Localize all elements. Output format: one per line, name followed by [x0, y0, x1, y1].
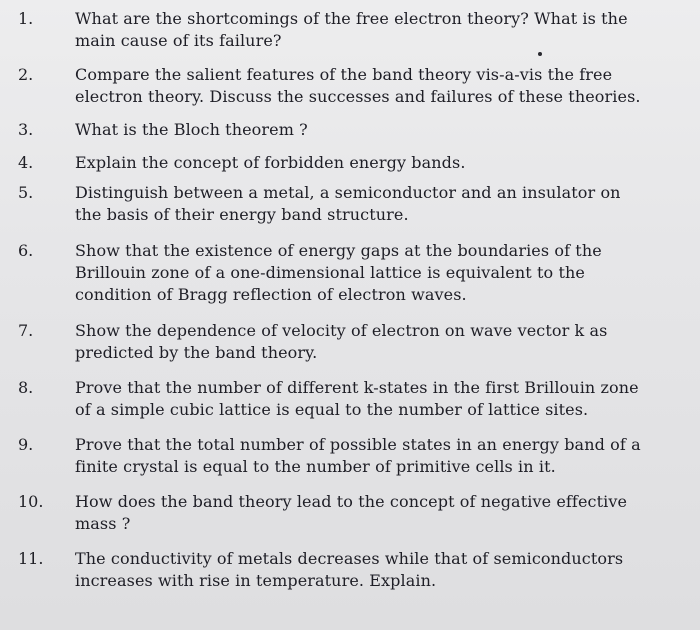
- question-1: [0, 8, 700, 52]
- question-number: 4.: [18, 153, 34, 172]
- question-text: How does the band theory lead to the concept of negative effective mass ?: [75, 492, 628, 533]
- question-number: 2.: [18, 65, 34, 84]
- ink-speck: [538, 52, 542, 56]
- question-number: 9.: [18, 435, 34, 454]
- question-text: What are the shortcomings of the free electron theory? What is the main cause of its failure?: [75, 9, 628, 50]
- question-number: 5.: [18, 183, 34, 202]
- question-number: 7.: [18, 321, 34, 340]
- question-10: [0, 491, 700, 535]
- question-number: 11.: [18, 549, 44, 568]
- question-11: [0, 548, 700, 592]
- question-9: [0, 434, 700, 478]
- question-number: 3.: [18, 120, 34, 139]
- question-text: Show that the existence of energy gaps at the boundaries of the Brillouin zone of a one-dimensional lattice is equivalent to the condition of Bragg reflection of electron waves.: [75, 241, 602, 304]
- question-number: 1.: [18, 9, 34, 28]
- question-text: What is the Bloch theorem ?: [75, 120, 308, 139]
- question-2: [0, 64, 700, 108]
- question-number: 6.: [18, 241, 34, 260]
- question-3: [0, 119, 700, 141]
- question-7: [0, 320, 700, 364]
- question-text: Prove that the total number of possible states in an energy band of a finite crystal is equal to the number of primitive cells in it.: [75, 435, 641, 476]
- question-text: Explain the concept of forbidden energy bands.: [75, 153, 466, 172]
- question-number: 8.: [18, 378, 34, 397]
- question-text: Show the dependence of velocity of electron on wave vector k as predicted by the band theory.: [75, 321, 608, 362]
- question-text: Prove that the number of different k-states in the first Brillouin zone of a simple cubic lattice is equal to the number of lattice sites.: [75, 378, 639, 419]
- question-5: [0, 182, 700, 226]
- question-4: [0, 152, 700, 174]
- question-8: [0, 377, 700, 421]
- question-text: The conductivity of metals decreases while that of semiconductors increases with rise in temperature. Explain.: [75, 549, 624, 590]
- question-text: Compare the salient features of the band theory vis-a-vis the free electron theory. Discuss the successes and failures of these theories.: [75, 65, 641, 106]
- question-text: Distinguish between a metal, a semiconductor and an insulator on the basis of their energy band structure.: [75, 183, 621, 224]
- question-number: 10.: [18, 492, 44, 511]
- question-6: [0, 240, 700, 306]
